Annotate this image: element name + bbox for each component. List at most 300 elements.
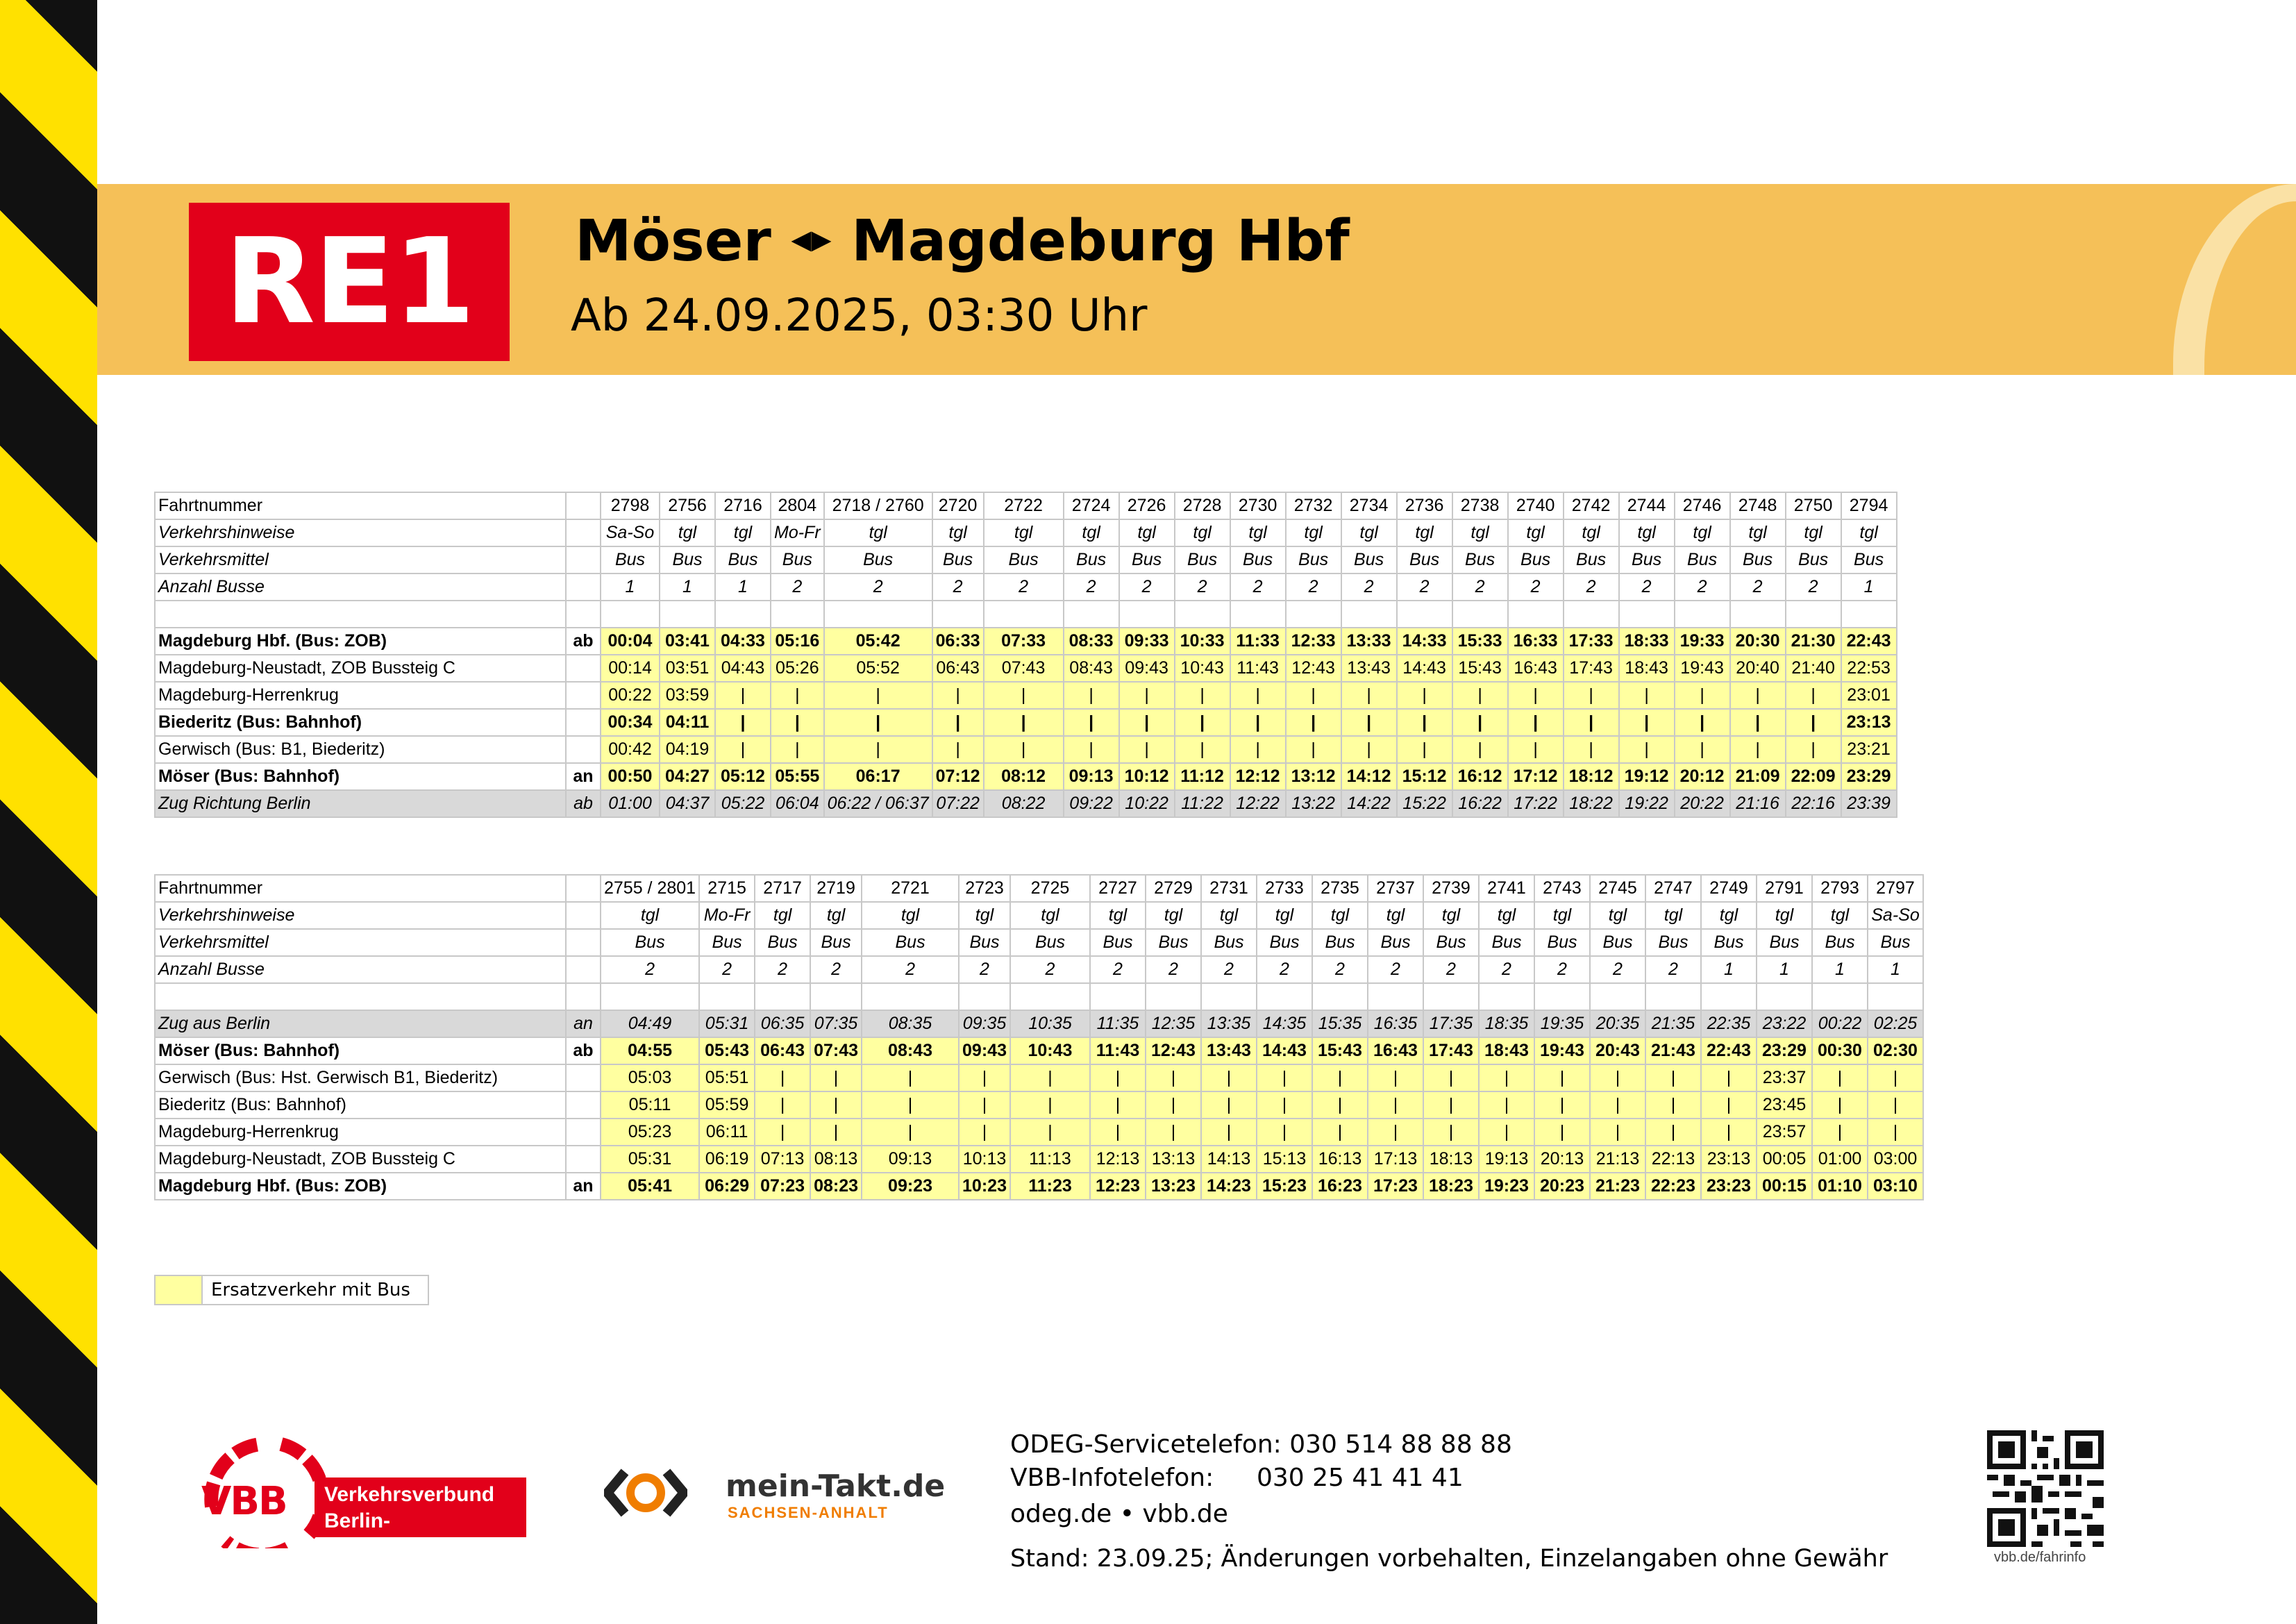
time-cell: | bbox=[1146, 1091, 1201, 1119]
header-row-buses bbox=[155, 956, 1923, 983]
arr-dep: ab bbox=[566, 628, 601, 655]
header-cell: Bus bbox=[1701, 929, 1757, 956]
time-cell: | bbox=[1286, 709, 1341, 736]
time-cell: 04:55 bbox=[601, 1037, 699, 1064]
time-cell: | bbox=[1175, 709, 1230, 736]
header-cell: 2 bbox=[1286, 574, 1341, 601]
legend-label: Ersatzverkehr mit Bus bbox=[211, 1280, 410, 1300]
time-cell: 20:12 bbox=[1675, 763, 1730, 790]
time-cell: 20:23 bbox=[1534, 1173, 1590, 1200]
header-cell: 2744 bbox=[1619, 492, 1675, 519]
header-cell: 2794 bbox=[1841, 492, 1897, 519]
empty-cell bbox=[566, 492, 601, 519]
time-cell: 17:13 bbox=[1368, 1146, 1423, 1173]
header-cell: Bus bbox=[1368, 929, 1423, 956]
empty-cell bbox=[566, 983, 601, 1010]
time-cell: 18:43 bbox=[1479, 1037, 1534, 1064]
time-cell: | bbox=[1675, 736, 1730, 763]
header-cell: Bus bbox=[1841, 546, 1897, 574]
time-cell: 10:43 bbox=[1175, 655, 1230, 682]
empty-cell bbox=[932, 601, 984, 628]
time-cell: 05:42 bbox=[824, 628, 932, 655]
header-row-notes bbox=[155, 519, 1897, 546]
header-cell: Bus bbox=[1868, 929, 1923, 956]
time-cell: 02:25 bbox=[1868, 1010, 1923, 1037]
time-cell: 06:04 bbox=[771, 790, 824, 817]
header-cell: Mo-Fr bbox=[771, 519, 824, 546]
time-cell: 23:01 bbox=[1841, 682, 1897, 709]
header-cell: 2804 bbox=[771, 492, 824, 519]
empty-cell bbox=[1701, 983, 1757, 1010]
header-cell: tgl bbox=[1479, 902, 1534, 929]
arr-dep: ab bbox=[566, 790, 601, 817]
header-cell: 2727 bbox=[1090, 875, 1146, 902]
time-cell: 07:12 bbox=[932, 763, 984, 790]
time-cell: | bbox=[1257, 1091, 1312, 1119]
time-cell: 12:43 bbox=[1146, 1037, 1201, 1064]
header-cell: tgl bbox=[1675, 519, 1730, 546]
header-cell: 2747 bbox=[1645, 875, 1701, 902]
time-cell: | bbox=[1119, 736, 1175, 763]
stop-name: Gerwisch (Bus: Hst. Gerwisch B1, Biederitz) bbox=[155, 1064, 566, 1091]
time-cell: | bbox=[1619, 682, 1675, 709]
time-cell: 18:22 bbox=[1564, 790, 1619, 817]
empty-cell bbox=[566, 902, 601, 929]
stop-name: Magdeburg-Neustadt, ZOB Bussteig C bbox=[155, 655, 566, 682]
time-cell: | bbox=[715, 682, 771, 709]
time-cell: 11:12 bbox=[1175, 763, 1230, 790]
header-cell: 2739 bbox=[1423, 875, 1479, 902]
time-cell: 21:13 bbox=[1590, 1146, 1645, 1173]
time-cell: 06:11 bbox=[699, 1119, 755, 1146]
time-cell: | bbox=[959, 1091, 1010, 1119]
time-cell: 00:22 bbox=[1812, 1010, 1868, 1037]
time-cell: 22:35 bbox=[1701, 1010, 1757, 1037]
time-cell: | bbox=[771, 736, 824, 763]
route-title bbox=[575, 208, 1350, 274]
header-cell: tgl bbox=[932, 519, 984, 546]
header-cell: 1 bbox=[715, 574, 771, 601]
time-cell: | bbox=[1452, 736, 1508, 763]
timetable-moeser-direction bbox=[154, 492, 1897, 818]
time-cell: 05:16 bbox=[771, 628, 824, 655]
empty-cell bbox=[1064, 601, 1119, 628]
empty-cell bbox=[1257, 983, 1312, 1010]
time-cell: | bbox=[862, 1119, 959, 1146]
header-cell: Bus bbox=[1534, 929, 1590, 956]
time-cell: 05:31 bbox=[699, 1010, 755, 1037]
header-cell: 2 bbox=[1201, 956, 1257, 983]
time-cell: 00:05 bbox=[1757, 1146, 1812, 1173]
empty-cell bbox=[566, 956, 601, 983]
empty-cell bbox=[1397, 601, 1452, 628]
time-cell: 19:43 bbox=[1534, 1037, 1590, 1064]
time-cell: 19:43 bbox=[1675, 655, 1730, 682]
time-cell: 23:23 bbox=[1701, 1173, 1757, 1200]
time-cell: 21:09 bbox=[1730, 763, 1786, 790]
time-cell: 00:30 bbox=[1812, 1037, 1868, 1064]
header-cell: 2733 bbox=[1257, 875, 1312, 902]
empty-cell bbox=[755, 983, 810, 1010]
header-cell: 2746 bbox=[1675, 492, 1730, 519]
time-cell: 09:43 bbox=[959, 1037, 1010, 1064]
time-cell: 06:43 bbox=[932, 655, 984, 682]
empty-cell bbox=[699, 983, 755, 1010]
header-row-modes bbox=[155, 929, 1923, 956]
empty-cell bbox=[1479, 983, 1534, 1010]
time-cell: 21:16 bbox=[1730, 790, 1786, 817]
time-cell: 13:23 bbox=[1146, 1173, 1201, 1200]
empty-cell bbox=[1146, 983, 1201, 1010]
time-cell: | bbox=[932, 682, 984, 709]
header-cell: Bus bbox=[1786, 546, 1841, 574]
time-cell: 13:43 bbox=[1341, 655, 1397, 682]
time-cell: 18:12 bbox=[1564, 763, 1619, 790]
header-cell: Bus bbox=[660, 546, 715, 574]
header-cell: Bus bbox=[1508, 546, 1564, 574]
time-cell: 08:12 bbox=[984, 763, 1064, 790]
header-cell: Bus bbox=[1757, 929, 1812, 956]
time-cell: 15:43 bbox=[1452, 655, 1508, 682]
empty-cell bbox=[959, 983, 1010, 1010]
empty-cell bbox=[1368, 983, 1423, 1010]
time-cell: 09:33 bbox=[1119, 628, 1175, 655]
websites: odeg.de • vbb.de bbox=[1010, 1500, 1228, 1528]
header-cell: 2749 bbox=[1701, 875, 1757, 902]
header-cell: 2755 / 2801 bbox=[601, 875, 699, 902]
empty-cell bbox=[771, 601, 824, 628]
header-cell: tgl bbox=[1368, 902, 1423, 929]
time-cell: 16:13 bbox=[1312, 1146, 1368, 1173]
header-cell: tgl bbox=[1175, 519, 1230, 546]
arr-dep: ab bbox=[566, 1037, 601, 1064]
stop-row bbox=[155, 1146, 1923, 1173]
time-cell: 09:35 bbox=[959, 1010, 1010, 1037]
time-cell: 20:40 bbox=[1730, 655, 1786, 682]
header-cell: Bus bbox=[699, 929, 755, 956]
empty-cell bbox=[566, 929, 601, 956]
time-cell: | bbox=[1645, 1119, 1701, 1146]
time-cell: | bbox=[1590, 1119, 1645, 1146]
time-cell: 14:23 bbox=[1201, 1173, 1257, 1200]
time-cell: 15:33 bbox=[1452, 628, 1508, 655]
time-cell: 15:22 bbox=[1397, 790, 1452, 817]
header-cell: Bus bbox=[1397, 546, 1452, 574]
header-cell: tgl bbox=[715, 519, 771, 546]
empty-cell bbox=[715, 601, 771, 628]
header-cell: 2728 bbox=[1175, 492, 1230, 519]
time-cell: 06:35 bbox=[755, 1010, 810, 1037]
row-label: Verkehrshinweise bbox=[155, 519, 566, 546]
time-cell: | bbox=[1397, 736, 1452, 763]
header-cell: 2 bbox=[1368, 956, 1423, 983]
time-cell: 22:09 bbox=[1786, 763, 1841, 790]
time-cell: | bbox=[1146, 1064, 1201, 1091]
time-cell: 00:04 bbox=[601, 628, 660, 655]
header-row-modes bbox=[155, 546, 1897, 574]
time-cell: | bbox=[1730, 682, 1786, 709]
header-cell: 1 bbox=[1701, 956, 1757, 983]
empty-cell bbox=[1423, 983, 1479, 1010]
time-cell: 16:22 bbox=[1452, 790, 1508, 817]
empty-cell bbox=[1812, 983, 1868, 1010]
time-cell: 04:37 bbox=[660, 790, 715, 817]
time-cell: 20:13 bbox=[1534, 1146, 1590, 1173]
time-cell: 15:43 bbox=[1312, 1037, 1368, 1064]
time-cell: 01:00 bbox=[601, 790, 660, 817]
time-cell: 06:29 bbox=[699, 1173, 755, 1200]
time-cell: | bbox=[984, 709, 1064, 736]
time-cell: | bbox=[1534, 1119, 1590, 1146]
time-cell: 07:33 bbox=[984, 628, 1064, 655]
empty-cell bbox=[1341, 601, 1397, 628]
time-cell: | bbox=[1064, 736, 1119, 763]
header-cell: 2 bbox=[1090, 956, 1146, 983]
empty-cell bbox=[1590, 983, 1645, 1010]
time-cell: 09:22 bbox=[1064, 790, 1119, 817]
header-cell: tgl bbox=[1257, 902, 1312, 929]
time-cell: | bbox=[1286, 682, 1341, 709]
empty-cell bbox=[1868, 983, 1923, 1010]
empty-cell bbox=[566, 546, 601, 574]
time-cell: 08:23 bbox=[810, 1173, 862, 1200]
header-cell: 2 bbox=[1423, 956, 1479, 983]
time-cell: 07:13 bbox=[755, 1146, 810, 1173]
header-cell: tgl bbox=[1341, 519, 1397, 546]
time-cell: | bbox=[1423, 1091, 1479, 1119]
time-cell: 18:43 bbox=[1619, 655, 1675, 682]
header-cell: 2 bbox=[1064, 574, 1119, 601]
stop-row bbox=[155, 709, 1897, 736]
qr-code-icon[interactable] bbox=[1987, 1430, 2104, 1547]
time-cell: | bbox=[1119, 682, 1175, 709]
time-cell: 22:13 bbox=[1645, 1146, 1701, 1173]
stop-name: Gerwisch (Bus: B1, Biederitz) bbox=[155, 736, 566, 763]
time-cell: 12:33 bbox=[1286, 628, 1341, 655]
stop-name: Zug Richtung Berlin bbox=[155, 790, 566, 817]
empty-cell bbox=[566, 875, 601, 902]
header-cell: tgl bbox=[1201, 902, 1257, 929]
header-cell: 2716 bbox=[715, 492, 771, 519]
empty-cell bbox=[1534, 983, 1590, 1010]
time-cell: | bbox=[959, 1119, 1010, 1146]
time-cell: 23:21 bbox=[1841, 736, 1897, 763]
time-cell: 20:22 bbox=[1675, 790, 1730, 817]
header-cell: 2 bbox=[1534, 956, 1590, 983]
row-label: Anzahl Busse bbox=[155, 956, 566, 983]
time-cell: 23:57 bbox=[1757, 1119, 1812, 1146]
header-cell: tgl bbox=[1010, 902, 1090, 929]
time-cell: 20:30 bbox=[1730, 628, 1786, 655]
stop-name: Magdeburg-Herrenkrug bbox=[155, 1119, 566, 1146]
time-cell: 19:12 bbox=[1619, 763, 1675, 790]
time-cell: | bbox=[1675, 709, 1730, 736]
time-cell: | bbox=[1645, 1091, 1701, 1119]
header-cell: 2 bbox=[699, 956, 755, 983]
arr-dep: an bbox=[566, 1010, 601, 1037]
time-cell: | bbox=[1534, 1064, 1590, 1091]
time-cell: 16:43 bbox=[1508, 655, 1564, 682]
time-cell: | bbox=[1479, 1091, 1534, 1119]
time-cell: 06:43 bbox=[755, 1037, 810, 1064]
time-cell: 06:22 / 06:37 bbox=[824, 790, 932, 817]
time-cell: | bbox=[1508, 709, 1564, 736]
time-cell: 19:33 bbox=[1675, 628, 1730, 655]
empty-cell bbox=[566, 601, 601, 628]
header-cell: tgl bbox=[1452, 519, 1508, 546]
time-cell: | bbox=[1423, 1064, 1479, 1091]
header-cell: Bus bbox=[771, 546, 824, 574]
header-cell: tgl bbox=[660, 519, 715, 546]
time-cell: 22:16 bbox=[1786, 790, 1841, 817]
time-cell: | bbox=[1010, 1064, 1090, 1091]
time-cell: 04:19 bbox=[660, 736, 715, 763]
header-cell: 2 bbox=[1645, 956, 1701, 983]
legend bbox=[154, 1275, 429, 1305]
time-cell: 11:33 bbox=[1230, 628, 1286, 655]
header-cell: tgl bbox=[1786, 519, 1841, 546]
header-cell: 2 bbox=[1119, 574, 1175, 601]
time-cell: 00:15 bbox=[1757, 1173, 1812, 1200]
time-cell: | bbox=[1508, 736, 1564, 763]
time-cell: 17:22 bbox=[1508, 790, 1564, 817]
time-cell: | bbox=[862, 1091, 959, 1119]
header-cell: Bus bbox=[1590, 929, 1645, 956]
timetable-magdeburg-direction bbox=[154, 874, 1924, 1200]
header-cell: 2742 bbox=[1564, 492, 1619, 519]
time-cell: 09:13 bbox=[1064, 763, 1119, 790]
vbb-brand-box bbox=[315, 1477, 526, 1559]
time-cell: | bbox=[1230, 682, 1286, 709]
header-cell: 2 bbox=[1730, 574, 1786, 601]
time-cell: 16:43 bbox=[1368, 1037, 1423, 1064]
time-cell: | bbox=[1312, 1119, 1368, 1146]
header-cell: 2 bbox=[1590, 956, 1645, 983]
time-cell: | bbox=[1397, 709, 1452, 736]
header-cell: Bus bbox=[1146, 929, 1201, 956]
time-cell: | bbox=[715, 736, 771, 763]
time-cell: | bbox=[1868, 1091, 1923, 1119]
header-cell: tgl bbox=[959, 902, 1010, 929]
time-cell: 20:43 bbox=[1590, 1037, 1645, 1064]
empty-cell bbox=[1312, 983, 1368, 1010]
time-cell: 11:35 bbox=[1090, 1010, 1146, 1037]
header-cell: 2 bbox=[1146, 956, 1201, 983]
time-cell: 05:31 bbox=[601, 1146, 699, 1173]
header-cell: Bus bbox=[984, 546, 1064, 574]
stop-name: Möser (Bus: Bahnhof) bbox=[155, 763, 566, 790]
time-cell: 16:33 bbox=[1508, 628, 1564, 655]
header-cell: tgl bbox=[824, 519, 932, 546]
time-cell: | bbox=[1508, 682, 1564, 709]
time-cell: 10:12 bbox=[1119, 763, 1175, 790]
header-cell: Bus bbox=[810, 929, 862, 956]
time-cell: | bbox=[1119, 709, 1175, 736]
empty-cell bbox=[155, 601, 566, 628]
time-cell: 21:30 bbox=[1786, 628, 1841, 655]
time-cell: 15:23 bbox=[1257, 1173, 1312, 1200]
row-label: Fahrtnummer bbox=[155, 492, 566, 519]
time-cell: 03:00 bbox=[1868, 1146, 1923, 1173]
empty-cell bbox=[566, 574, 601, 601]
time-cell: | bbox=[1368, 1091, 1423, 1119]
header-cell: 2 bbox=[1341, 574, 1397, 601]
route-from: Möser bbox=[575, 208, 771, 274]
empty-cell bbox=[810, 983, 862, 1010]
stop-row bbox=[155, 655, 1897, 682]
header-cell: 2741 bbox=[1479, 875, 1534, 902]
time-cell: | bbox=[959, 1064, 1010, 1091]
time-cell: 14:12 bbox=[1341, 763, 1397, 790]
header-cell: 2 bbox=[1397, 574, 1452, 601]
time-cell: 17:43 bbox=[1564, 655, 1619, 682]
time-cell: | bbox=[1730, 709, 1786, 736]
time-cell: | bbox=[1257, 1064, 1312, 1091]
header-cell: 2737 bbox=[1368, 875, 1423, 902]
time-cell: 08:43 bbox=[862, 1037, 959, 1064]
time-cell: 12:13 bbox=[1090, 1146, 1146, 1173]
time-cell: 18:35 bbox=[1479, 1010, 1534, 1037]
header-cell: 2 bbox=[1175, 574, 1230, 601]
stop-name: Biederitz (Bus: Bahnhof) bbox=[155, 709, 566, 736]
time-cell: | bbox=[984, 736, 1064, 763]
empty-cell bbox=[1175, 601, 1230, 628]
time-cell: 06:19 bbox=[699, 1146, 755, 1173]
time-cell: | bbox=[1564, 709, 1619, 736]
empty-cell bbox=[984, 601, 1064, 628]
time-cell: | bbox=[1701, 1064, 1757, 1091]
header-cell: 1 bbox=[1868, 956, 1923, 983]
time-cell: 05:59 bbox=[699, 1091, 755, 1119]
time-cell: | bbox=[1868, 1064, 1923, 1091]
header-cell: 1 bbox=[1841, 574, 1897, 601]
time-cell: 16:12 bbox=[1452, 763, 1508, 790]
time-cell: | bbox=[1423, 1119, 1479, 1146]
header-cell: 2 bbox=[1619, 574, 1675, 601]
empty-cell bbox=[862, 983, 959, 1010]
header-row-trains bbox=[155, 492, 1897, 519]
time-cell: 05:23 bbox=[601, 1119, 699, 1146]
time-cell: | bbox=[1786, 709, 1841, 736]
header-cell: tgl bbox=[1757, 902, 1812, 929]
time-cell: 10:22 bbox=[1119, 790, 1175, 817]
header-cell: 2 bbox=[1564, 574, 1619, 601]
time-cell: 10:43 bbox=[1010, 1037, 1090, 1064]
time-cell: 02:30 bbox=[1868, 1037, 1923, 1064]
arr-dep: an bbox=[566, 763, 601, 790]
header-cell: 2721 bbox=[862, 875, 959, 902]
header-row-buses bbox=[155, 574, 1897, 601]
header-cell: 2724 bbox=[1064, 492, 1119, 519]
time-cell: | bbox=[1812, 1064, 1868, 1091]
time-cell: 23:13 bbox=[1841, 709, 1897, 736]
empty-cell bbox=[1786, 601, 1841, 628]
time-cell: | bbox=[1590, 1091, 1645, 1119]
header-cell: 2725 bbox=[1010, 875, 1090, 902]
time-cell: 04:11 bbox=[660, 709, 715, 736]
time-cell: | bbox=[1701, 1119, 1757, 1146]
header-cell: Sa-So bbox=[1868, 902, 1923, 929]
header-cell: 2738 bbox=[1452, 492, 1508, 519]
empty-cell bbox=[1201, 983, 1257, 1010]
time-cell: | bbox=[1064, 709, 1119, 736]
empty-cell bbox=[1286, 601, 1341, 628]
header-cell: Bus bbox=[1119, 546, 1175, 574]
time-cell: 10:23 bbox=[959, 1173, 1010, 1200]
time-cell: 18:33 bbox=[1619, 628, 1675, 655]
arr-dep bbox=[566, 682, 601, 709]
time-cell: | bbox=[1479, 1064, 1534, 1091]
